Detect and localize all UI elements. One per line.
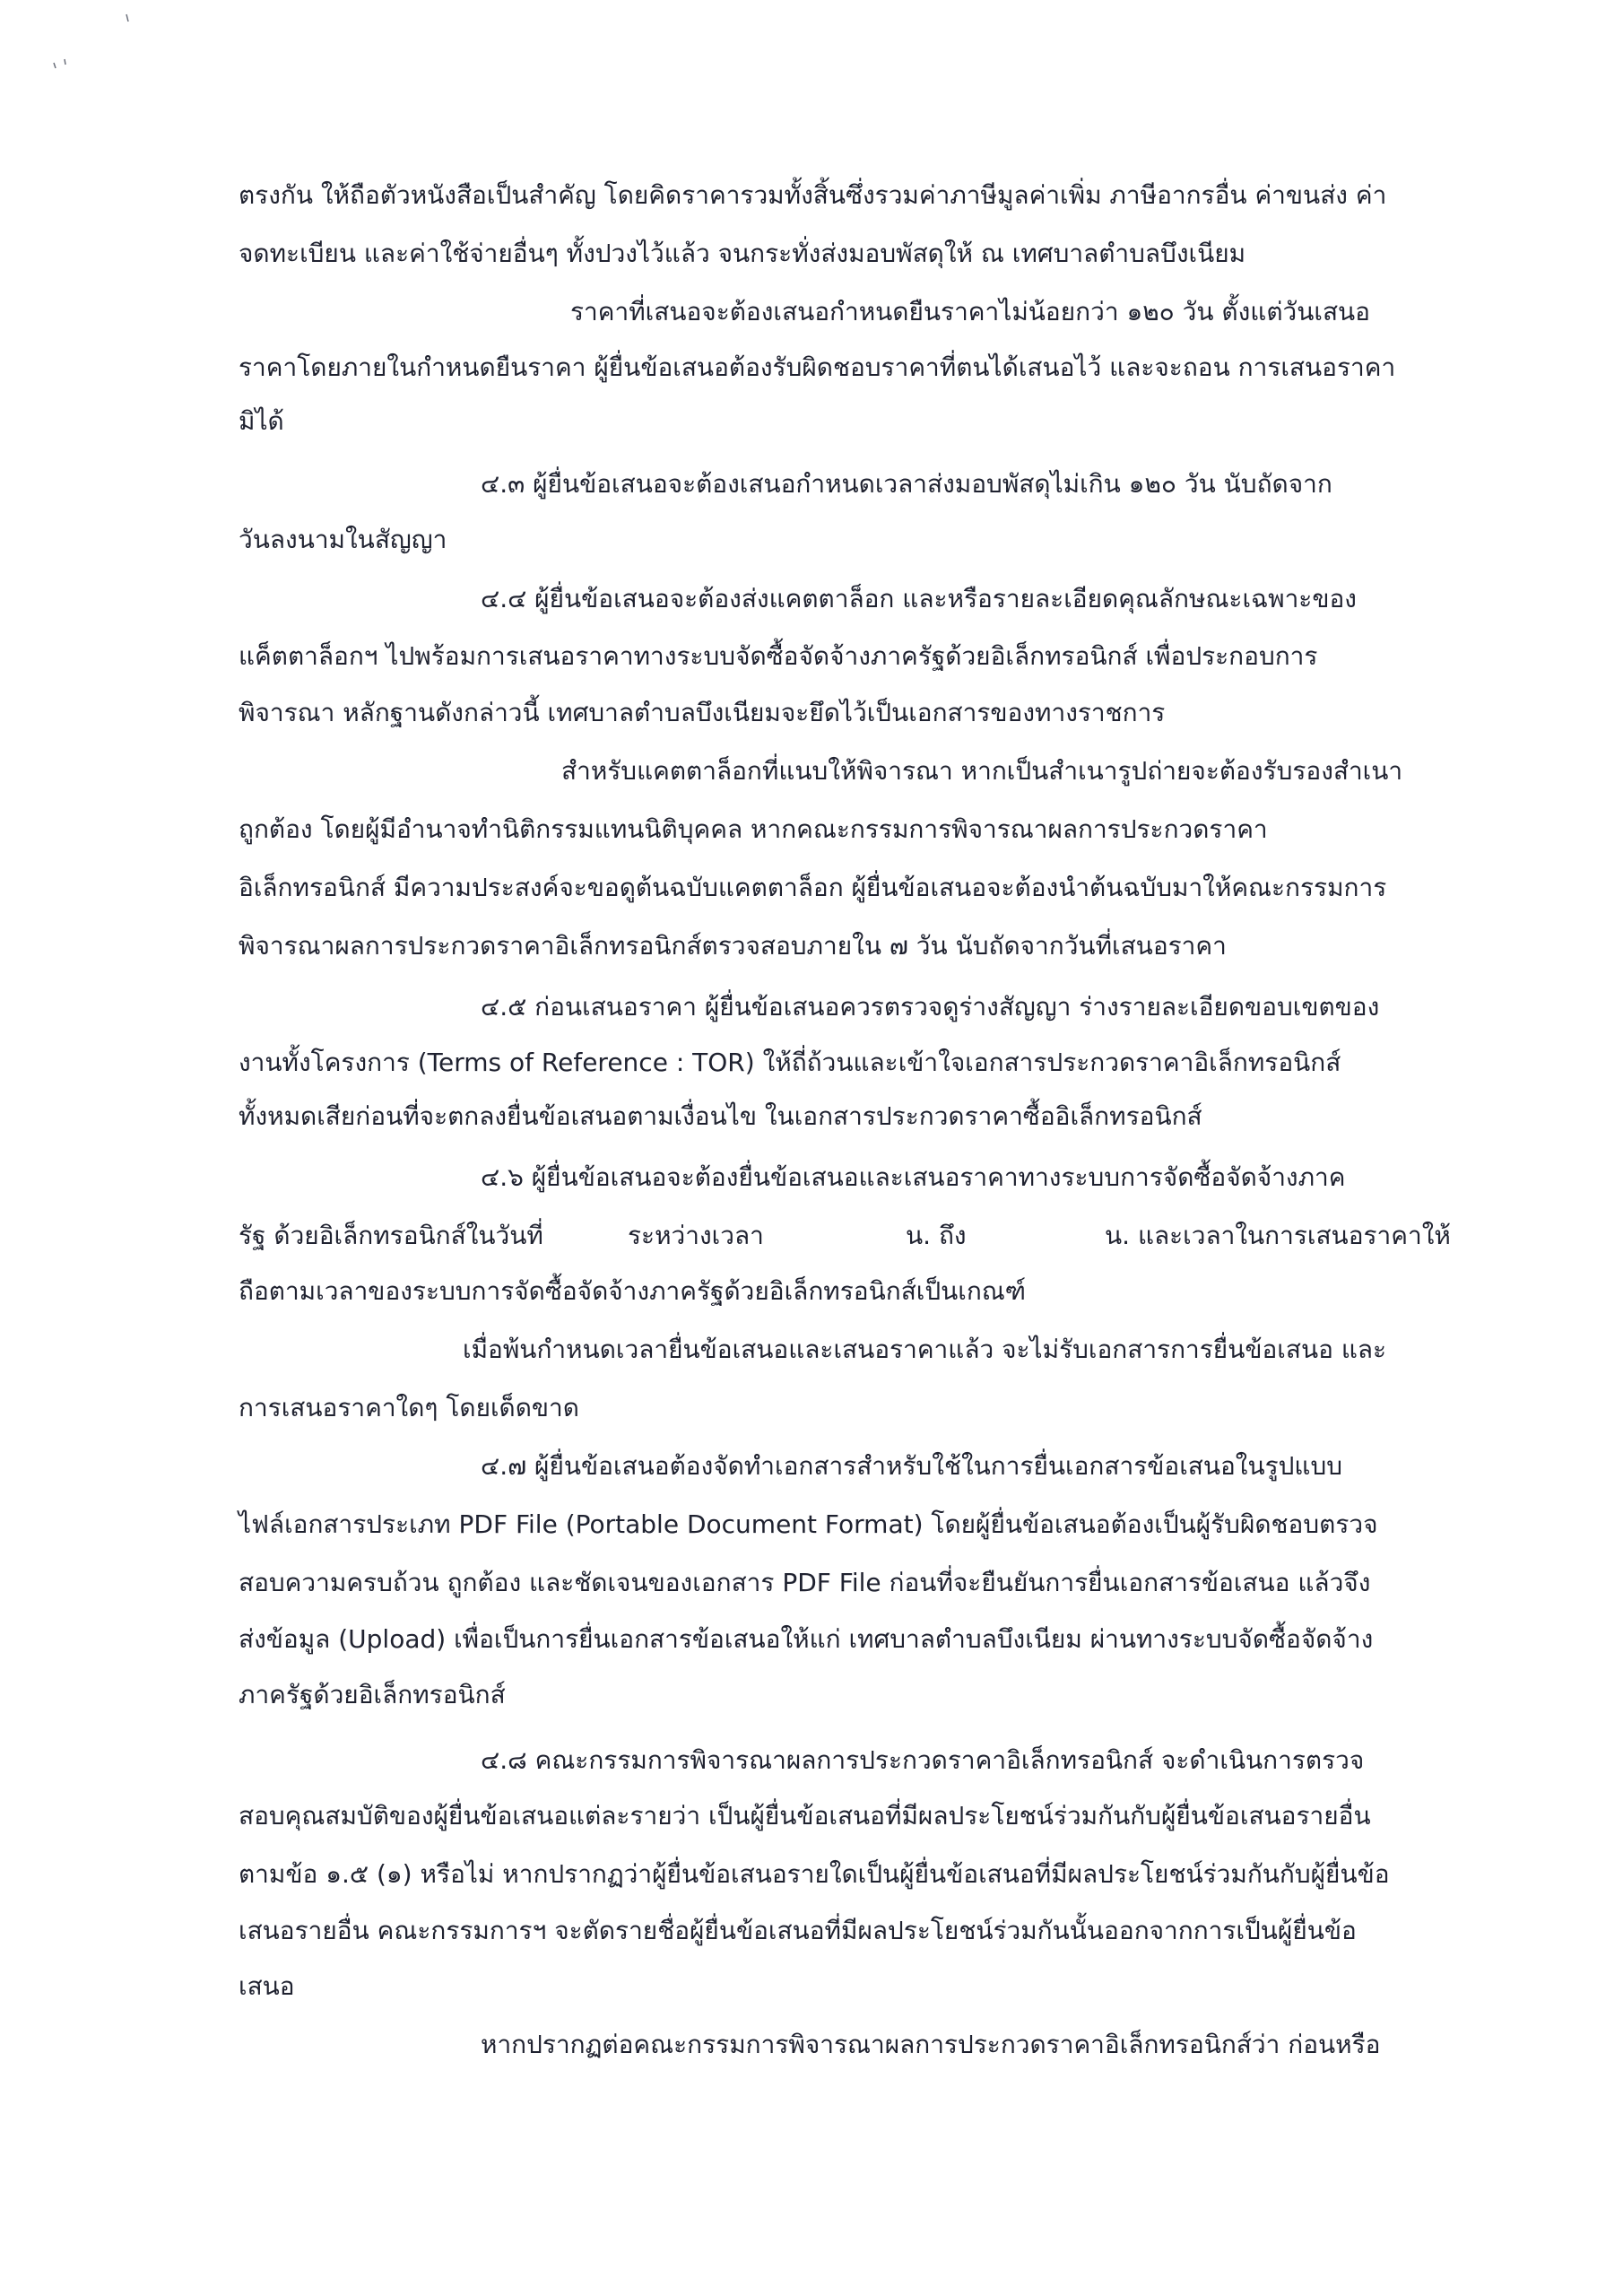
text-run: แค็ตตาล็อกฯ ไปพร้อมการเสนอราคาทางระบบจัดซื้อจัดจ้างภาครัฐด้วยอิเล็กทรอนิกส์ เพื่อประกอบการ xyxy=(239,641,1318,671)
text-run: งานทั้งโครงการ (Terms of Reference : TOR) ให้ถี่ถ้วนและเข้าใจเอกสารประกวดราคาอิเล็กทรอนิกส์ xyxy=(239,1048,1341,1077)
text-run: พิจารณา หลักฐานดังกล่าวนี้ เทศบาลตำบลบึงเนียมจะยึดไว้เป็นเอกสารของทางราชการ xyxy=(239,698,1166,727)
text-run: วันลงนามในสัญญา xyxy=(239,525,447,554)
hour-to-label: น. ถึง xyxy=(906,1221,967,1250)
scan-speck-marks xyxy=(49,9,139,81)
text-run: อิเล็กทรอนิกส์ มีความประสงค์จะขอดูต้นฉบับแคตตาล็อก ผู้ยื่นข้อเสนอจะต้องนำต้นฉบับมาให้คณะกรรมการ xyxy=(239,873,1387,902)
text-run: ไฟล์เอกสารประเภท PDF File (Portable Document Format) โดยผู้ยื่นข้อเสนอต้องเป็นผู้รับผิดชอบตรวจ xyxy=(239,1509,1378,1539)
hour-end-label: น. และเวลาในการเสนอราคาให้ xyxy=(1105,1221,1451,1250)
text-run: ๔.๗ ผู้ยื่นข้อเสนอต้องจัดทำเอกสารสำหรับใช้ในการยื่นเอกสารข้อเสนอในรูปแบบ xyxy=(481,1451,1343,1481)
text-run: ๔.๕ ก่อนเสนอราคา ผู้ยื่นข้อเสนอควรตรวจดูร่างสัญญา ร่างรายละเอียดขอบเขตของ xyxy=(481,992,1380,1022)
text-run: ถูกต้อง โดยผู้มีอำนาจทำนิติกรรมแทนนิติบุคคล หากคณะกรรมการพิจารณาผลการประกวดราคา xyxy=(239,814,1268,844)
text-run: เสนอ xyxy=(239,1971,295,2001)
text-run: ราคาโดยภายในกำหนดยืนราคา ผู้ยื่นข้อเสนอต้องรับผิดชอบราคาที่ตนได้เสนอไว้ และจะถอน การเสนอราคา xyxy=(239,352,1396,382)
text-run: หากปรากฏต่อคณะกรรมการพิจารณาผลการประกวดราคาอิเล็กทรอนิกส์ว่า ก่อนหรือ xyxy=(481,2030,1381,2059)
text-run: รัฐ ด้วยอิเล็กทรอนิกส์ในวันที่ xyxy=(239,1221,543,1250)
text-run: เมื่อพ้นกำหนดเวลายื่นข้อเสนอและเสนอราคาแล้ว จะไม่รับเอกสารการยื่นข้อเสนอ และ xyxy=(463,1335,1387,1364)
text-run: สำหรับแคตตาล็อกที่แนบให้พิจารณา หากเป็นสำเนารูปถ่ายจะต้องรับรองสำเนา xyxy=(561,756,1403,786)
time-range-label: ระหว่างเวลา xyxy=(628,1221,764,1250)
text-run: ตามข้อ ๑.๕ (๑) หรือไม่ หากปรากฏว่าผู้ยื่นข้อเสนอรายใดเป็นผู้ยื่นข้อเสนอที่มีผลประโยชน์ร่วมกันกับผู้ยื่นข้อ xyxy=(239,1859,1390,1889)
text-run: จดทะเบียน และค่าใช้จ่ายอื่นๆ ทั้งปวงไว้แล้ว จนกระทั่งส่งมอบพัสดุให้ ณ เทศบาลตำบลบึงเนียม xyxy=(239,239,1246,268)
text-run: ๔.๔ ผู้ยื่นข้อเสนอจะต้องส่งแคตตาล็อก และหรือรายละเอียดคุณลักษณะเฉพาะของ xyxy=(481,584,1357,613)
text-run: ถือตามเวลาของระบบการจัดซื้อจัดจ้างภาครัฐด้วยอิเล็กทรอนิกส์เป็นเกณฑ์ xyxy=(239,1276,1027,1306)
text-run: ๔.๖ ผู้ยื่นข้อเสนอจะต้องยื่นข้อเสนอและเสนอราคาทางระบบการจัดซื้อจัดจ้างภาค xyxy=(481,1162,1346,1192)
text-run: ส่งข้อมูล (Upload) เพื่อเป็นการยื่นเอกสารข้อเสนอให้แก่ เทศบาลตำบลบึงเนียม ผ่านทางระบบจัดซื้อจัดจ้าง xyxy=(239,1624,1374,1654)
text-run: ๔.๘ คณะกรรมการพิจารณาผลการประกวดราคาอิเล็กทรอนิกส์ จะดำเนินการตรวจ xyxy=(481,1745,1365,1775)
text-run: ราคาที่เสนอจะต้องเสนอกำหนดยืนราคาไม่น้อยกว่า ๑๒๐ วัน ตั้งแต่วันเสนอ xyxy=(570,297,1370,326)
text-run: ตรงกัน ให้ถือตัวหนังสือเป็นสำคัญ โดยคิดราคารวมทั้งสิ้นซึ่งรวมค่าภาษีมูลค่าเพิ่ม ภาษีอากรอื่น ค่าขนส่ง ค่า xyxy=(239,180,1387,210)
text-run: สอบคุณสมบัติของผู้ยื่นข้อเสนอแต่ละรายว่า เป็นผู้ยื่นข้อเสนอที่มีผลประโยชน์ร่วมกันกับผู้ยื่นข้อเสนอรายอื่น xyxy=(239,1801,1371,1831)
text-run: ทั้งหมดเสียก่อนที่จะตกลงยื่นข้อเสนอตามเงื่อนไข ในเอกสารประกวดราคาซื้ออิเล็กทรอนิกส์ xyxy=(239,1101,1202,1131)
text-run: มิได้ xyxy=(239,406,284,436)
text-run: พิจารณาผลการประกวดราคาอิเล็กทรอนิกส์ตรวจสอบภายใน ๗ วัน นับถัดจากวันที่เสนอราคา xyxy=(239,931,1227,961)
text-run: ๔.๓ ผู้ยื่นข้อเสนอจะต้องเสนอกำหนดเวลาส่งมอบพัสดุไม่เกิน ๑๒๐ วัน นับถัดจาก xyxy=(481,469,1332,499)
text-run: ภาครัฐด้วยอิเล็กทรอนิกส์ xyxy=(239,1680,506,1709)
text-run: สอบความครบถ้วน ถูกต้อง และชัดเจนของเอกสาร PDF File ก่อนที่จะยืนยันการยื่นเอกสารข้อเสนอ แล้วจึง xyxy=(239,1568,1371,1597)
text-run: การเสนอราคาใดๆ โดยเด็ดขาด xyxy=(239,1393,579,1422)
text-run: เสนอรายอื่น คณะกรรมการฯ จะตัดรายชื่อผู้ยื่นข้อเสนอที่มีผลประโยชน์ร่วมกันนั้นออกจากการเป็นผู้ยื่นข้อ xyxy=(239,1916,1357,1945)
